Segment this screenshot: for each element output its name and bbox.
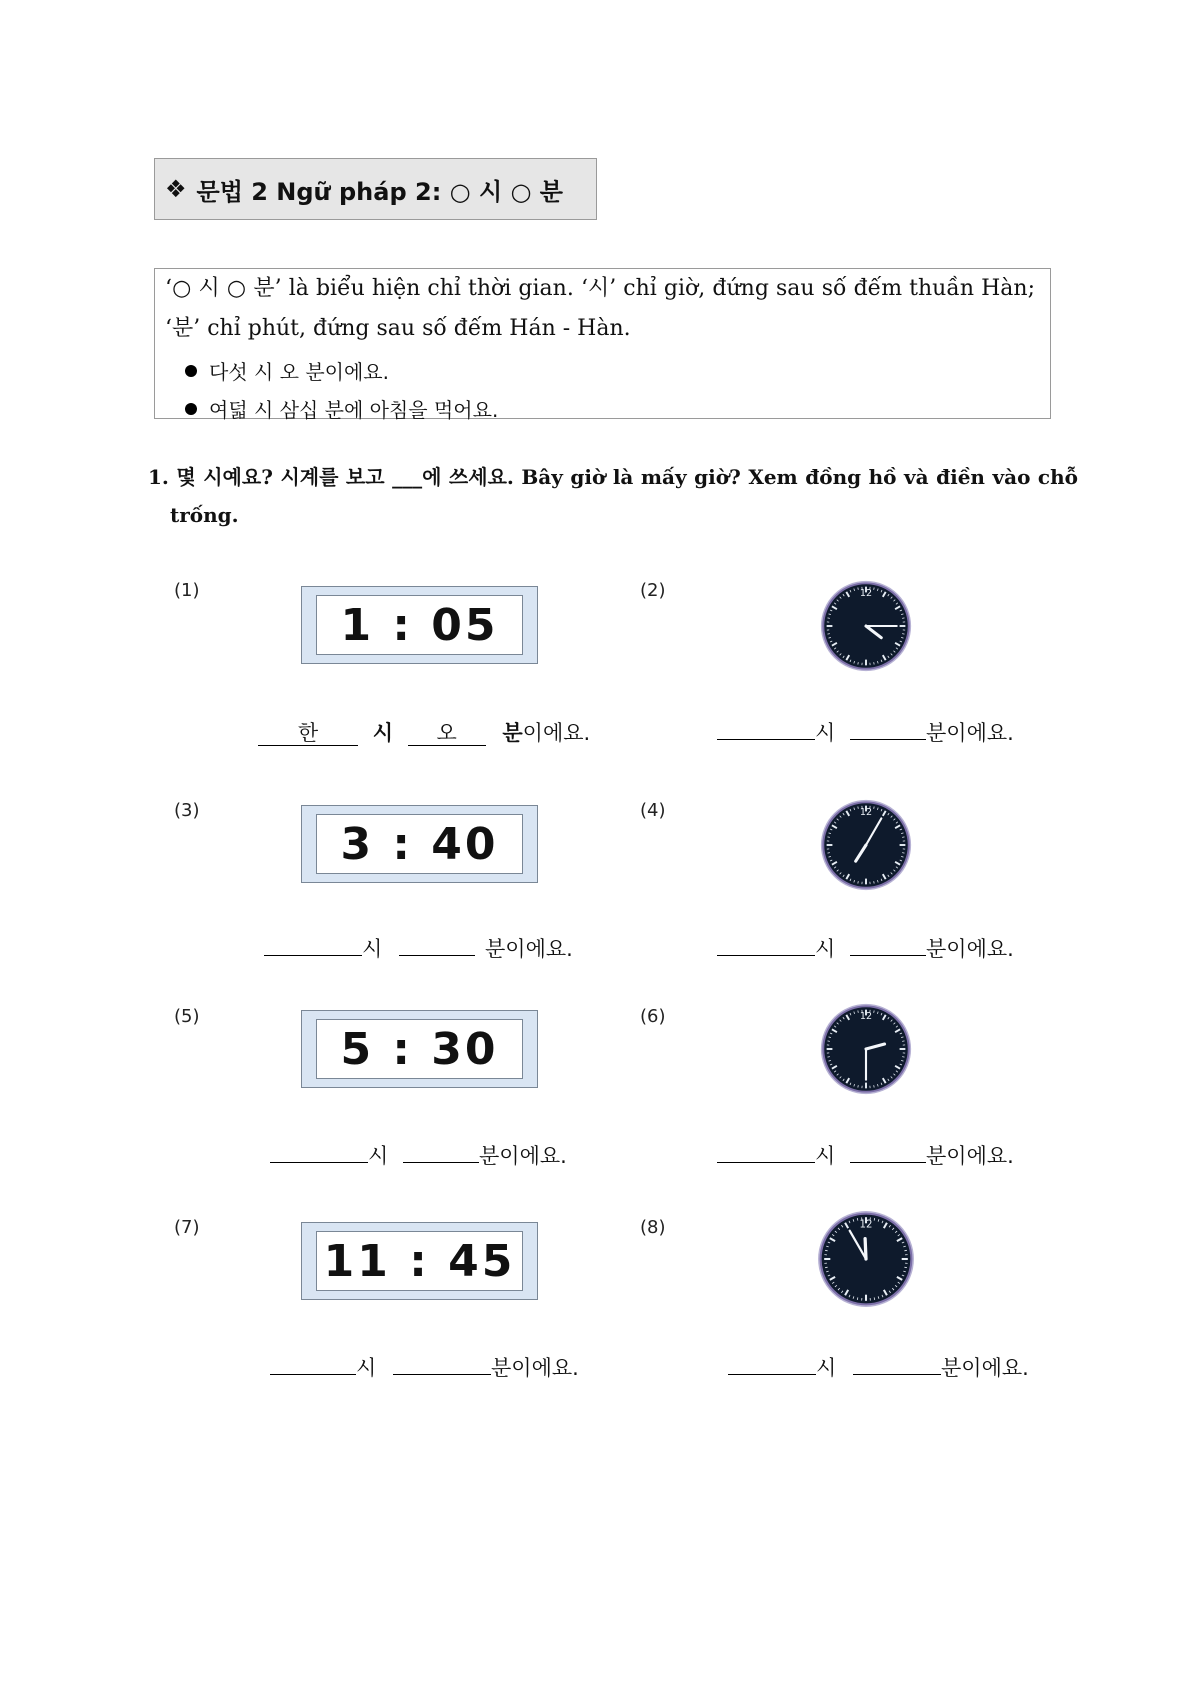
hour-blank[interactable]: [270, 1374, 356, 1375]
item-number: (5): [174, 1006, 200, 1027]
minute-word: 분: [490, 1356, 512, 1380]
hour-word: 시: [815, 721, 836, 745]
minute-blank[interactable]: [850, 955, 926, 956]
sentence-suffix: 이에요.: [946, 721, 1014, 745]
clock-twelve-label: 12: [859, 588, 873, 600]
minute-blank[interactable]: [393, 1374, 491, 1375]
hour-blank[interactable]: [728, 1374, 816, 1375]
digital-clock: [301, 805, 538, 883]
clock-tick: [857, 1218, 858, 1220]
minute-word: 분: [925, 1144, 947, 1168]
answer-line: [717, 717, 1014, 747]
clock-tick: [874, 1218, 875, 1220]
sentence-suffix: 이에요.: [946, 937, 1014, 961]
item-number: (3): [174, 800, 200, 821]
sentence-suffix: 이에요.: [961, 1356, 1029, 1380]
example-1: [185, 356, 389, 385]
answer-line: [717, 1140, 1014, 1170]
example-2: [185, 394, 498, 423]
answer-line: [717, 933, 1014, 963]
hour-word: 시: [368, 1144, 389, 1168]
clock-tick: [857, 1297, 858, 1299]
answer-line: [270, 1352, 579, 1382]
analog-clock-icon: [818, 578, 914, 674]
item-number: (4): [640, 800, 666, 821]
clock-tick: [825, 1250, 827, 1251]
minute-blank[interactable]: 오: [408, 721, 486, 746]
hour-word: 시: [362, 937, 383, 961]
explanation-box: [154, 268, 1051, 422]
digital-clock: [301, 586, 538, 664]
minute-word: 분: [478, 1144, 500, 1168]
minute-blank[interactable]: [850, 1162, 926, 1163]
analog-clock-icon: [818, 797, 914, 893]
minute-word: 분: [940, 1356, 962, 1380]
item-number: (1): [174, 580, 200, 601]
analog-clock-icon: [815, 1208, 917, 1310]
section-title: [154, 158, 597, 220]
minute-word: 분: [925, 721, 947, 745]
hour-word: 시: [815, 937, 836, 961]
clock-tick: [904, 1250, 906, 1251]
answer-line: [258, 717, 590, 747]
digital-clock-display: 11 : 45: [316, 1231, 523, 1291]
sentence-suffix: 이에요.: [499, 1144, 567, 1168]
hour-blank[interactable]: [717, 739, 815, 740]
explanation-text: ‘○ 시 ○ 분’ là biểu hiện chỉ thời gian. ‘시’ chỉ giờ, đứng sau số đếm thuần Hàn; ‘분’ chỉ phút, đứng sau số đếm Hán - Hàn.: [165, 276, 1035, 341]
digital-clock-display: 1 : 05: [316, 595, 523, 655]
section-title-text: 문법 2 Ngữ pháp 2: ○ 시 ○ 분: [196, 177, 563, 206]
hour-blank[interactable]: [264, 955, 362, 956]
minute-word: 분: [484, 937, 506, 961]
bullet-icon: [185, 403, 197, 415]
example-text: 다섯 시 오 분이에요.: [209, 360, 389, 384]
sentence-suffix: 이에요.: [511, 1356, 579, 1380]
item-number: (8): [640, 1217, 666, 1238]
item-number: (2): [640, 580, 666, 601]
item-number: (7): [174, 1217, 200, 1238]
sentence-suffix: 이에요.: [505, 937, 573, 961]
minute-blank[interactable]: [399, 955, 475, 956]
minute-blank[interactable]: [403, 1162, 479, 1163]
digital-clock: [301, 1010, 538, 1088]
clock-twelve-label: 12: [859, 1011, 873, 1023]
digital-clock-display: 5 : 30: [316, 1019, 523, 1079]
example-text: 여덟 시 삼십 분에 아침을 먹어요.: [209, 398, 499, 422]
item-number: (6): [640, 1006, 666, 1027]
minute-blank[interactable]: [850, 739, 926, 740]
answer-line: [728, 1352, 1029, 1382]
analog-clock-icon: [818, 1001, 914, 1097]
hour-word: 시: [356, 1356, 377, 1380]
answer-line: [270, 1140, 567, 1170]
hour-blank[interactable]: [717, 1162, 815, 1163]
diamond-icon: ❖: [165, 175, 187, 203]
hour-word: 시: [815, 1144, 836, 1168]
hour-word: 시: [372, 721, 393, 745]
clock-tick: [874, 1297, 875, 1299]
sentence-suffix: 이에요.: [946, 1144, 1014, 1168]
digital-clock-display: 3 : 40: [316, 814, 523, 874]
minute-word: 분: [502, 721, 523, 745]
answer-line: [264, 933, 573, 963]
clock-tick: [904, 1267, 906, 1268]
clock-twelve-label: 12: [859, 1219, 873, 1231]
digital-clock: [301, 1222, 538, 1300]
clock-tick: [825, 1267, 827, 1268]
hour-word: 시: [816, 1356, 837, 1380]
minute-blank[interactable]: [853, 1374, 941, 1375]
hour-blank[interactable]: [270, 1162, 368, 1163]
bullet-icon: [185, 365, 197, 377]
sentence-suffix: 이에요.: [522, 721, 591, 745]
hour-blank[interactable]: 한: [258, 721, 358, 746]
clock-twelve-label: 12: [859, 807, 873, 819]
question-prompt: 1. 몇 시예요? 시계를 보고 ___에 쓰세요. Bây giờ là mấy giờ? Xem đồng hồ và điền vào chỗ trống.: [148, 465, 1078, 527]
hour-blank[interactable]: [717, 955, 815, 956]
minute-word: 분: [925, 937, 947, 961]
